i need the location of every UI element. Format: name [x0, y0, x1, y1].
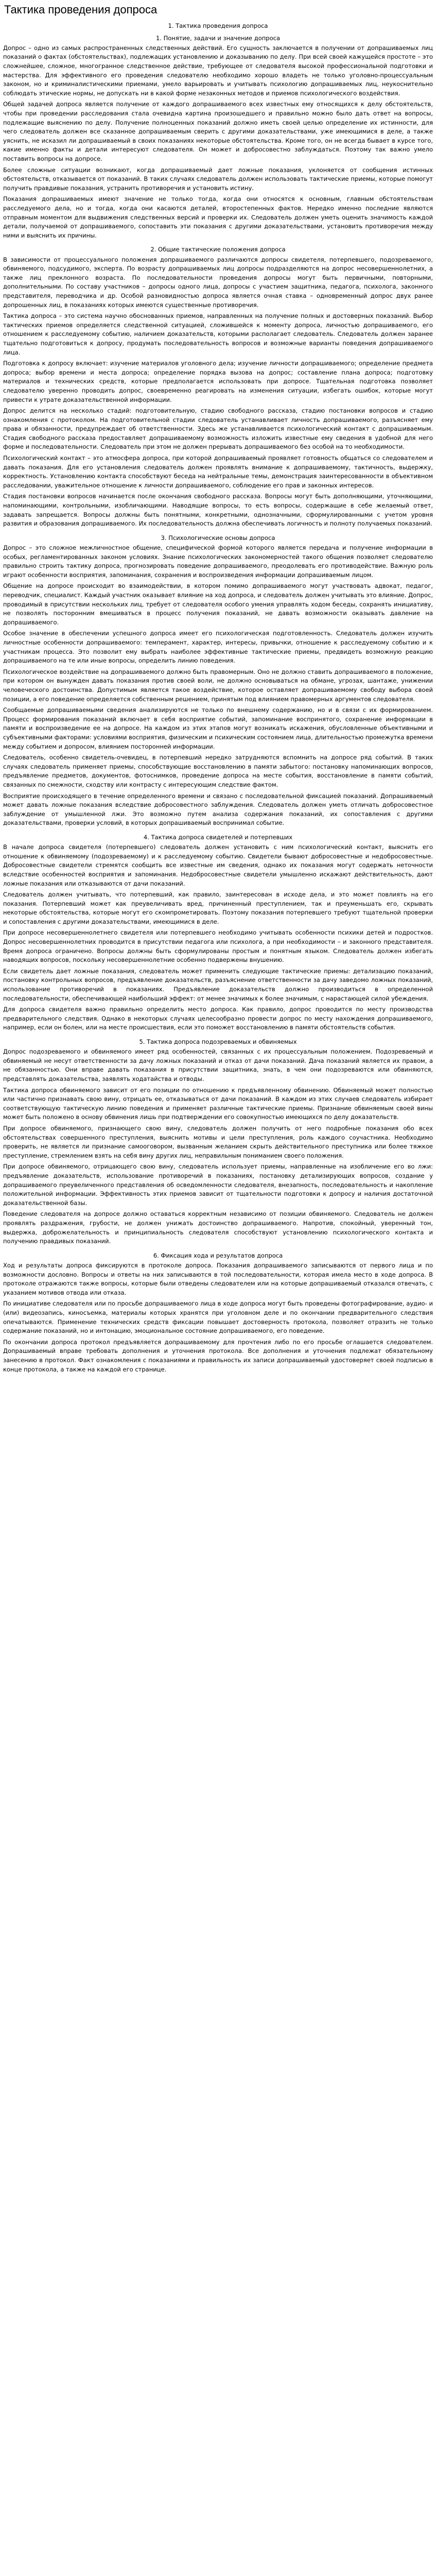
paragraph: Допрос – это сложное межличностное общение, специфической формой которого является передача и получение информации в особых, регламентированных законом условиях. Знание психологических закономерностей такого общения позволяет следователю правильно строить тактику допроса, прогнозировать поведение допрашиваемого, преодолевать его противодействие. Важную роль играют особенности восприятия, запоминания, сохранения и воспроизведения информации допрашиваемым лицом.: [3, 544, 433, 579]
paragraph: Следователь, особенно свидетель-очевидец, в потерпевший нередко затрудняются вспомнить на допросе ряд событий. В таких случаях следователь применяет приемы, способствующие восстановлению в памяти забытого: постановку напоминающих вопросов, предъявление предметов, документов, фотоснимков, проведение допроса на месте события, восстановление в памяти событий, связанных по смежности, сходству или контрасту с интересующим следствие фактом.: [3, 754, 433, 788]
document-section: [3, 534, 433, 828]
section-heading: 5. Тактика допроса подозреваемых и обвиняемых: [139, 1038, 297, 1046]
paragraph: При допросе обвиняемого, отрицающего свою вину, следователь использует приемы, направленные на изобличение его во лжи: предъявление доказательств, использование противоречий в показаниях, постановку детализирующих вопросов, создание у допрашиваемого преувеличенного представления об осведомленности следователя, внезапность, последовательность и накопление положительной информации. Эффективность этих приемов зависит от тщательности подготовки к допросу и наличия достаточной доказательственной базы.: [3, 1163, 433, 1207]
paragraph: Для допроса свидетеля важно правильно определить место допроса. Как правило, допрос проводится по месту производства предварительного следствия. Однако в некоторых случаях целесообразно провести допрос по месту нахождения допрашиваемого, например, если он болен, или на месте происшествия, если это поможет восстановлению в памяти обстоятельств события.: [3, 1006, 433, 1031]
section-heading: 2. Общие тактические положения допроса: [150, 246, 286, 253]
paragraph: Общение на допросе происходит во взаимодействии, в котором помимо допрашиваемого могут участвовать адвокат, педагог, переводчик, специалист. Каждый участник оказывает влияние на ход допроса, и следователь должен учитывать это влияние. Допрос, проводимый в присутствии нескольких лиц, требует от следователя особого умения управлять ходом беседы, сохранять инициативу, не позволять посторонним вмешиваться в процесс получения показаний, не давать возможности оказывать давление на допрашиваемого.: [3, 582, 433, 626]
paragraph: Ход и результаты допроса фиксируются в протоколе допроса. Показания допрашиваемого записываются от первого лица и по возможности дословно. Вопросы и ответы на них записываются в той последовательности, которая имела место в ходе допроса. В протоколе отражаются также вопросы, которые были отведены следователем или на которые допрашиваемый отказался отвечать, с указанием мотивов отвода или отказа.: [3, 1261, 433, 1296]
paragraph: При допросе несовершеннолетнего свидетеля или потерпевшего необходимо учитывать особенности психики детей и подростков. Допрос несовершеннолетних проводится в присутствии педагога или психолога, а при необходимости – и законного представителя. Время допроса ограничено. Вопросы должны быть сформулированы простым и понятным языком. Следователь должен избегать наводящих вопросов, поскольку несовершеннолетние особенно подвержены внушению.: [3, 929, 433, 964]
paragraph: Если свидетель дает ложные показания, следователь может применить следующие тактические приемы: детализацию показаний, постановку контрольных вопросов, предъявление доказательств, разъяснение ответственности за дачу заведомо ложных показаний, использование противоречий в показаниях. Предъявление доказательств должно производиться в определенной последовательности, обеспечивающей наибольший эффект: от менее значимых к более значимым, с нарастающей силой убеждения.: [3, 967, 433, 1002]
section-subheading: 1. Понятие, задачи и значение допроса: [155, 34, 280, 42]
document-title: Тактика проведения допроса: [4, 3, 158, 16]
paragraph: Психологическое воздействие на допрашиваемого должно быть правомерным. Оно не должно ставить допрашиваемого в положение, при котором он вынужден давать показания против своей воли, не должно основываться на обмане, угрозах, шантаже, унижении человеческого достоинства. Допустимым является такое воздействие, которое оставляет допрашиваемому свободу выбора своей позиции, а его поведение определяется собственным решением, принятым под влиянием правомерных аргументов следователя.: [3, 668, 433, 703]
paragraph: Сообщаемые допрашиваемыми сведения анализируются не только по внешнему содержанию, но и в связи с их формированием. Процесс формирования показаний включает в себя восприятие событий, запоминание воспринятого, сохранение информации в памяти и воспроизведение ее на допросе. На каждом из этих этапов могут возникать искажения, обусловленные объективными и субъективными факторами: условиями восприятия, физическим и психическим состоянием лица, длительностью промежутка времени между событием и допросом, влиянием посторонней информации.: [3, 706, 433, 750]
paragraph: Стадия постановки вопросов начинается после окончания свободного рассказа. Вопросы могут быть дополняющими, уточняющими, напоминающими, контрольными, изобличающими. Наводящие вопросы, то есть вопросы, содержащие в себе желаемый ответ, задавать запрещается. Вопросы должны быть понятными, конкретными, однозначными, сформулированными с учетом уровня развития и образования допрашиваемого. Их последовательность должна обеспечивать логичность и полноту получаемых показаний.: [3, 493, 433, 528]
document-body: [3, 22, 433, 1374]
paragraph: Допрос подозреваемого и обвиняемого имеет ряд особенностей, связанных с их процессуальным положением. Подозреваемый и обвиняемый не несут ответственности за дачу ложных показаний и отказ от дачи показаний. Дача показаний является их правом, а не обязанностью. Они вправе давать показания в присутствии защитника, знать, в чем они подозреваются или обвиняются, представлять доказательства, заявлять ходатайства и отводы.: [3, 1048, 433, 1083]
paragraph: Восприятие происходящего в течение определенного времени и связано с последовательной фиксацией показаний. Допрашиваемый может давать ложные показания вследствие добросовестного заблуждения. Следователь должен уметь отличать добросовестное заблуждение от умышленной лжи. Это возможно путем анализа содержания показаний, их сопоставления с другими доказательствами, проверки условий, в которых допрашиваемый воспринимал событие.: [3, 792, 433, 827]
section-heading: 4. Тактика допроса свидетелей и потерпевших: [143, 833, 293, 841]
paragraph: Психологический контакт – это атмосфера допроса, при которой допрашиваемый проявляет готовность общаться со следователем и давать показания. Для его установления следователь должен проявлять внимание к допрашиваемому, тактичность, выдержку, корректность. Установлению контакта способствуют беседа на нейтральные темы, демонстрация заинтересованности в объективном расследовании, уважительное отношение к личности допрашиваемого, соблюдение его прав и законных интересов.: [3, 454, 433, 489]
paragraph: Более сложные ситуации возникают, когда допрашиваемый дает ложные показания, уклоняется от сообщения истинных обстоятельств, отказывается от показаний. В таких случаях следователь должен использовать тактические приемы, которые помогут получить правдивые показания, устранить противоречия и установить истину.: [3, 166, 433, 192]
document-section: [3, 1038, 433, 1246]
paragraph: Допрос делится на несколько стадий: подготовительную, стадию свободного рассказа, стадию постановки вопросов и стадию ознакомления с протоколом. На подготовительной стадии следователь устанавливает личность допрашиваемого, разъясняет ему права и обязанности, предупреждает об ответственности. Здесь же устанавливается психологический контакт с допрашиваемым. Стадия свободного рассказа предоставляет допрашиваемому возможность изложить известные ему сведения в удобной для него форме и последовательности. Следователь при этом не должен прерывать допрашиваемого без особой на то необходимости.: [3, 407, 433, 451]
document-section: [3, 833, 433, 1032]
section-heading: 1. Тактика проведения допроса: [168, 22, 268, 30]
document-section: [3, 245, 433, 528]
paragraph: Допрос – одно из самых распространенных следственных действий. Его сущность заключается в получении от допрашиваемых лиц показаний о фактах (обстоятельствах), подлежащих установлению и доказыванию по делу. При всей своей кажущейся простоте – это сложнейшее, сложное, многогранное следственное действие, требующее от следователя высокой профессиональной подготовки и мастерства. Для эффективного его проведения следователю необходимо хорошо владеть не только уголовно-процессуальным законом, но и криминалистическими приемами, умело варьировать и учитывать психологию допрашиваемых лиц, неукоснительно соблюдать этические нормы, не допускать ни в какой форме незаконных методов и приемов психологического воздействия.: [3, 44, 433, 97]
paragraph: Общей задачей допроса является получение от каждого допрашиваемого всех известных ему относящихся к делу обстоятельств, чтобы при проведении расследования стала очевидна картина произошедшего и правильно можно было дать ответ на вопросы, подлежащие выяснению по делу. Получение полноценных показаний должно иметь своей целью определение их истинности, для чего следователь должен все сказанное допрашиваемым сверить с другими доказательствами, уже имеющимися в деле, а также уяснить, не исказил ли допрашиваемый в своих показаниях некоторые обстоятельства. Кроме того, он не всегда бывает в курсе того, какие именно факты и детали интересуют следователя. Он может и добросовестно заблуждаться. Поэтому так важно умело поставить вопросы на допросе.: [3, 100, 433, 163]
paragraph: Подготовка к допросу включает: изучение материалов уголовного дела; изучение личности допрашиваемого; определение предмета допроса; выбор времени и места допроса; определение порядка вызова на допрос; составление плана допроса; подготовку материалов и технических средств, которые предполагается использовать при допросе. Тщательная подготовка позволяет следователю уверенно проводить допрос, своевременно реагировать на изменения ситуации, избегать ошибок, которые могут привести к утрате доказательственной информации.: [3, 360, 433, 403]
paragraph: Тактика допроса обвиняемого зависит от его позиции по отношению к предъявленному обвинению. Обвиняемый может полностью или частично признавать свою вину, отрицать ее, отказываться от дачи показаний. В каждом из этих случаев следователь избирает соответствующую тактическую линию поведения и применяет различные тактические приемы. Признание обвиняемым своей вины может быть положено в основу обвинения лишь при подтверждении его совокупностью имеющихся по делу доказательств.: [3, 1086, 433, 1121]
section-heading: 6. Фиксация хода и результатов допроса: [153, 1251, 283, 1259]
paragraph: По окончании допроса протокол предъявляется допрашиваемому для прочтения либо по его просьбе оглашается следователем. Допрашиваемый вправе требовать дополнения и уточнения протокола. Все дополнения и уточнения подлежат обязательному занесению в протокол. Факт ознакомления с показаниями и правильность их записи допрашиваемый удостоверяет своей подписью в конце протокола, а также на каждой его странице.: [3, 1338, 433, 1373]
paragraph: Показания допрашиваемых имеют значение не только тогда, когда они относятся к основным, главным обстоятельствам расследуемого дела, но и тогда, когда они касаются деталей, второстепенных фактов. Нередко именно последние являются отправным моментом для выдвижения следственных версий и проверки их. Следователь должен уметь оценить значимость каждой детали, получаемой от допрашиваемого, сопоставить эти показания с другими доказательствами, установить противоречия между ними и выяснить их причины.: [3, 195, 433, 239]
paragraph: По инициативе следователя или по просьбе допрашиваемого лица в ходе допроса могут быть проведены фотографирование, аудио- и (или) видеозапись, киносъемка, материалы которых хранятся при уголовном деле и по окончании предварительного следствия опечатываются. Применение технических средств фиксации повышает достоверность протокола, позволяет отразить не только содержание показаний, но и интонацию, эмоциональное состояние допрашиваемого, его поведение.: [3, 1300, 433, 1335]
paragraph: Следователь должен учитывать, что потерпевший, как правило, заинтересован в исходе дела, и это может повлиять на его показания. Потерпевший может как преувеличивать вред, причиненный преступлением, так и преуменьшать его, скрывать некоторые обстоятельства, которые могут его скомпрометировать. Поэтому показания потерпевшего требуют тщательной проверки и сопоставления с другими доказательствами, имеющимися в деле.: [3, 891, 433, 925]
paragraph: В зависимости от процессуального положения допрашиваемого различаются допросы свидетеля, потерпевшего, подозреваемого, обвиняемого, подсудимого, эксперта. По возрасту допрашиваемых лиц допросы подразделяются на допрос несовершеннолетних, а также лиц преклонного возраста. По последовательности проведения допросы могут быть первичными, повторными, дополнительными. По составу участников – допросы одного лица, допросы с участием защитника, педагога, психолога, законного представителя, переводчика и др. Особой разновидностью допроса является очная ставка – одновременный допрос двух ранее допрошенных лиц, в показаниях которых имеются существенные противоречия.: [3, 256, 433, 309]
paragraph: Поведение следователя на допросе должно оставаться корректным независимо от позиции обвиняемого. Следователь не должен проявлять раздражения, грубости, не должен унижать достоинство допрашиваемого. Напротив, спокойный, уверенный тон, выдержка, доброжелательность и принципиальность следователя способствуют установлению психологического контакта и получению правдивых показаний.: [3, 1210, 433, 1245]
document-section: [3, 1251, 433, 1374]
document-section: [3, 22, 433, 240]
section-heading: 3. Психологические основы допроса: [161, 534, 275, 541]
paragraph: Особое значение в обеспечении успешного допроса имеет его психологическая подготовленность. Следователь должен изучить личностные особенности допрашиваемого: темперамент, характер, интересы, привычки, отношение к расследуемому событию и к участникам процесса. Это позволит ему выбрать наиболее эффективные тактические приемы, предвидеть возможную реакцию допрашиваемого на те или иные вопросы, определить линию поведения.: [3, 630, 433, 665]
paragraph: В начале допроса свидетеля (потерпевшего) следователь должен установить с ним психологический контакт, выяснить его отношение к обвиняемому (подозреваемому) и к расследуемому событию. Свидетели бывают добросовестные и недобросовестные. Добросовестные свидетели стремятся сообщить все известные им сведения, однако их показания могут содержать неточности вследствие особенностей восприятия и запоминания. Недобросовестные свидетели умышленно искажают действительность, дают ложные показания или отказываются от дачи показаний.: [3, 843, 433, 887]
paragraph: При допросе обвиняемого, признающего свою вину, следователь должен получить от него подробные показания обо всех обстоятельствах совершенного преступления, выяснить мотивы и цели преступления, роль каждого соучастника. Необходимо проверить, не является ли признание самооговором, вызванным желанием скрыть действительного преступника или более тяжкое преступление, стремлением взять на себя вину других лиц, неправильным пониманием своего положения.: [3, 1125, 433, 1159]
paragraph: Тактика допроса – это система научно обоснованных приемов, направленных на получение полных и достоверных показаний. Выбор тактических приемов определяется следственной ситуацией, сложившейся к моменту допроса, личностью допрашиваемого, его отношением к расследуемому событию, наличием доказательств, которыми располагает следователь. Следователь должен заранее тщательно подготовиться к допросу, продумать последовательность вопросов и возможные варианты поведения допрашиваемого лица.: [3, 312, 433, 356]
